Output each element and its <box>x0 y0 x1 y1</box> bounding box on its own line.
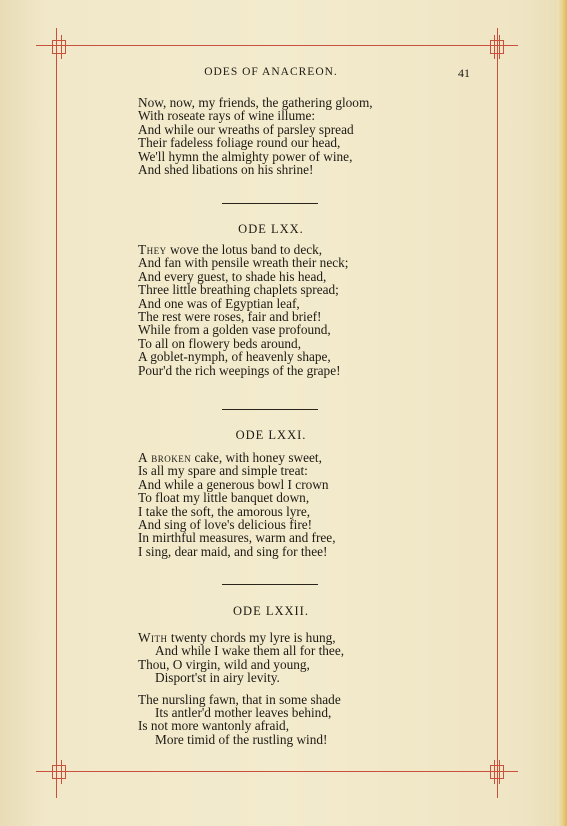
verse-line: In mirthful measures, warm and free, <box>138 530 336 546</box>
verse-line: Pour'd the rich weepings of the grape! <box>138 362 341 378</box>
frame-bottom-line <box>36 771 518 772</box>
verse-line: Their fadeless foliage round our head, <box>138 135 341 151</box>
verse-line: The rest were roses, fair and brief! <box>138 309 322 325</box>
verse-line: And while I wake them all for thee, <box>155 643 345 659</box>
ode-title: ODE LXX. <box>238 222 304 236</box>
section-rule <box>222 584 318 585</box>
verse-line: Is all my spare and simple treat: <box>138 463 308 479</box>
verse-line: Three little breathing chaplets spread; <box>138 282 339 298</box>
verse-line: The nursling fawn, that in some shade <box>138 691 341 707</box>
verse-line <box>138 631 458 644</box>
verse-line <box>138 451 458 464</box>
verse-line: Thou, O virgin, wild and young, <box>138 656 310 672</box>
frame-top-line <box>36 45 518 46</box>
verse-line: And fan with pensile wreath their neck; <box>138 255 349 271</box>
verse-line: Disport'st in airy levity. <box>155 670 280 686</box>
verse-line: With roseate rays of wine illume: <box>138 108 316 124</box>
page-number: 41 <box>458 66 470 80</box>
frame-corner-bottom-right <box>490 765 504 779</box>
stanza-top <box>138 96 458 176</box>
verse-line: And every guest, to shade his head, <box>138 268 327 284</box>
verse-line: And while a generous bowl I crown <box>138 476 329 492</box>
verse-line: A goblet-nymph, of heavenly shape, <box>138 349 331 365</box>
book-spine-edge <box>557 0 567 826</box>
ode-71-body <box>138 451 458 558</box>
section-rule <box>222 203 318 204</box>
verse-line: And while our wreaths of parsley spread <box>138 121 354 137</box>
page-header <box>56 66 486 86</box>
verse-text: twenty chords my lyre is hung, <box>167 630 336 645</box>
section-rule <box>222 409 318 410</box>
ode-72-body <box>138 631 458 746</box>
frame-right-line <box>497 28 498 798</box>
drop-word: With <box>138 630 168 645</box>
running-title: ODES OF ANACREON. <box>204 66 338 78</box>
ode-title: ODE LXXI. <box>235 428 307 442</box>
drop-word: They <box>138 242 167 257</box>
ode-title: ODE LXXII. <box>233 604 309 618</box>
verse-line: We'll hymn the almighty power of wine, <box>138 148 353 164</box>
verse-line: Is not more wantonly afraid, <box>138 718 290 734</box>
verse-text: cake, with honey sweet, <box>191 450 322 465</box>
drop-word: A broken <box>138 450 192 465</box>
verse-line: To float my little banquet down, <box>138 490 310 506</box>
frame-corner-top-right <box>490 40 504 54</box>
verse-text: wove the lotus band to deck, <box>166 242 323 257</box>
verse-line: To all on flowery beds around, <box>138 335 302 351</box>
frame-corner-top-left <box>52 40 66 54</box>
verse-line: Its antler'd mother leaves behind, <box>155 705 332 721</box>
ode-70-body <box>138 243 458 377</box>
verse-line: I sing, dear maid, and sing for thee! <box>138 543 328 559</box>
verse-line: More timid of the rustling wind! <box>155 731 328 747</box>
verse-line <box>138 243 458 256</box>
verse-line: And one was of Egyptian leaf, <box>138 295 300 311</box>
verse-line: Now, now, my friends, the gathering gloom, <box>138 95 373 110</box>
verse-line: And shed libations on his shrine! <box>138 162 314 178</box>
verse-line: And sing of love's delicious fire! <box>138 517 313 533</box>
frame-corner-bottom-left <box>52 765 66 779</box>
verse-line: I take the soft, the amorous lyre, <box>138 503 311 519</box>
verse-line: While from a golden vase profound, <box>138 322 331 338</box>
frame-left-line <box>56 28 57 798</box>
